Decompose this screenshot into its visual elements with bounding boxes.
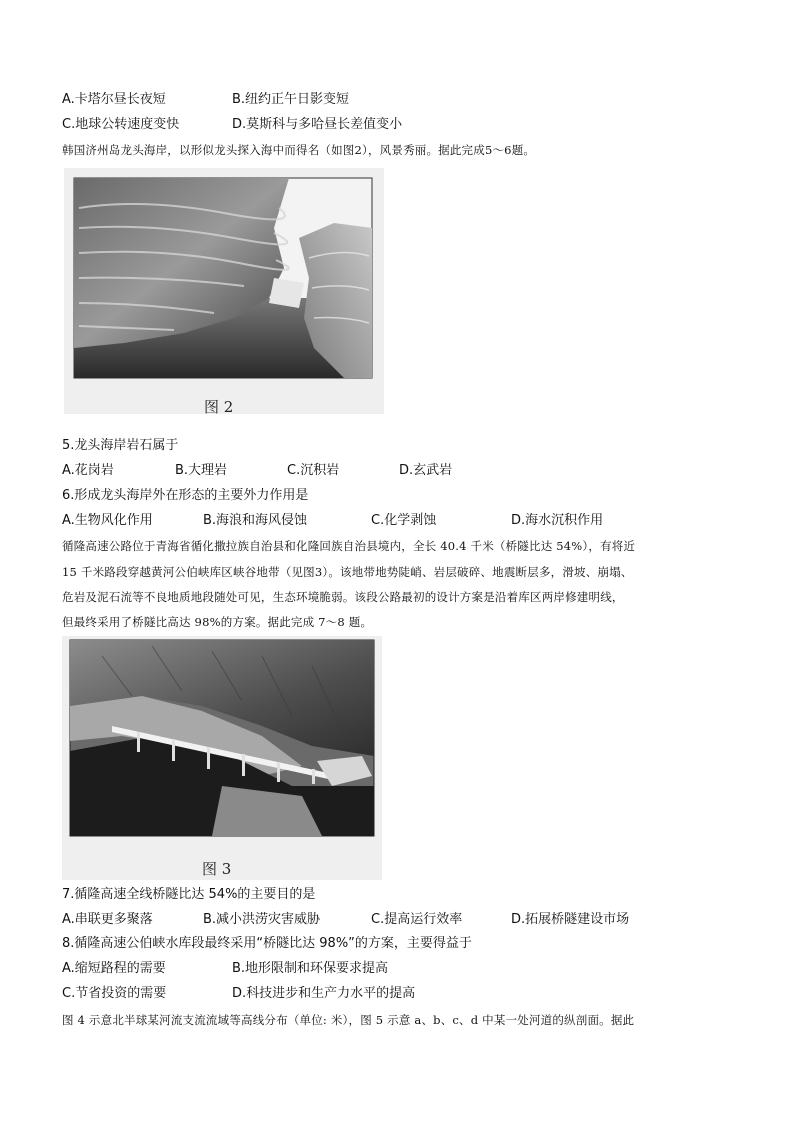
q5-option-d: D.玄武岩 xyxy=(399,463,453,478)
q6-option-c: C.化学剥蚀 xyxy=(371,513,437,528)
q8-option-d: D.科技进步和生产力水平的提高 xyxy=(232,986,416,1001)
intro-q7-8-line4: 但最终采用了桥隧比高达 98%的方案。据此完成 7～8 题。 xyxy=(62,615,373,629)
q7-option-d: D.拓展桥隧建设市场 xyxy=(511,912,630,927)
figure-3-caption: 图 3 xyxy=(202,860,232,878)
gorge-bridge-image xyxy=(62,636,382,880)
intro-q7-8-line2: 15 千米路段穿越黄河公伯峡库区峡谷地带（见图3）。该地带地势陡峭、岩层破碎、地震断层多，滑坡、崩塌、 xyxy=(62,565,633,579)
intro-q7-8-line3: 危岩及泥石流等不良地质地段随处可见，生态环境脆弱。该段公路最初的设计方案是沿着库区两岸修建明线， xyxy=(62,590,624,604)
q7-stem: 7.循隆高速全线桥隧比达 54%的主要目的是 xyxy=(62,887,316,902)
q5-option-c: C.沉积岩 xyxy=(287,463,340,478)
intro-figure-4-5: 图 4 示意北半球某河流支流流域等高线分布（单位: 米），图 5 示意 a、b、c、d 中某一处河道的纵剖面。据此 xyxy=(62,1013,635,1027)
figure-3-photo xyxy=(62,636,382,880)
q6-option-b: B.海浪和海风侵蚀 xyxy=(203,513,308,528)
q5-option-a: A.花岗岩 xyxy=(62,463,114,478)
q8-option-b: B.地形限制和环保要求提高 xyxy=(232,961,389,976)
q4-option-d: D.莫斯科与多哈昼长差值变小 xyxy=(232,117,403,132)
coastal-cliff-image xyxy=(64,168,384,414)
q4-option-a: A.卡塔尔昼长夜短 xyxy=(62,92,166,107)
q4-option-c: C.地球公转速度变快 xyxy=(62,117,180,132)
q7-option-c: C.提高运行效率 xyxy=(371,912,463,927)
q5-option-b: B.大理岩 xyxy=(175,463,228,478)
q8-option-c: C.节省投资的需要 xyxy=(62,986,167,1001)
q7-option-b: B.减小洪涝灾害威胁 xyxy=(203,912,321,927)
q5-stem: 5.龙头海岸岩石属于 xyxy=(62,438,179,453)
intro-q5-6: 韩国济州岛龙头海岸，以形似龙头探入海中而得名（如图2），风景秀丽。据此完成5～6题。 xyxy=(62,143,536,157)
q6-option-d: D.海水沉积作用 xyxy=(511,513,604,528)
q6-option-a: A.生物风化作用 xyxy=(62,513,153,528)
figure-2-caption: 图 2 xyxy=(204,398,234,414)
intro-q7-8-line1: 循隆高速公路位于青海省循化撒拉族自治县和化隆回族自治县境内，全长 40.4 千米（桥隧比达 54%），有将近 xyxy=(62,539,636,553)
figure-2-photo xyxy=(64,168,384,414)
q7-option-a: A.串联更多聚落 xyxy=(62,912,153,927)
q4-option-b: B.纽约正午日影变短 xyxy=(232,92,350,107)
q8-stem: 8.循隆高速公伯峡水库段最终采用“桥隧比达 98%”的方案，主要得益于 xyxy=(62,936,472,951)
q6-stem: 6.形成龙头海岸外在形态的主要外力作用是 xyxy=(62,488,309,503)
q8-option-a: A.缩短路程的需要 xyxy=(62,961,166,976)
